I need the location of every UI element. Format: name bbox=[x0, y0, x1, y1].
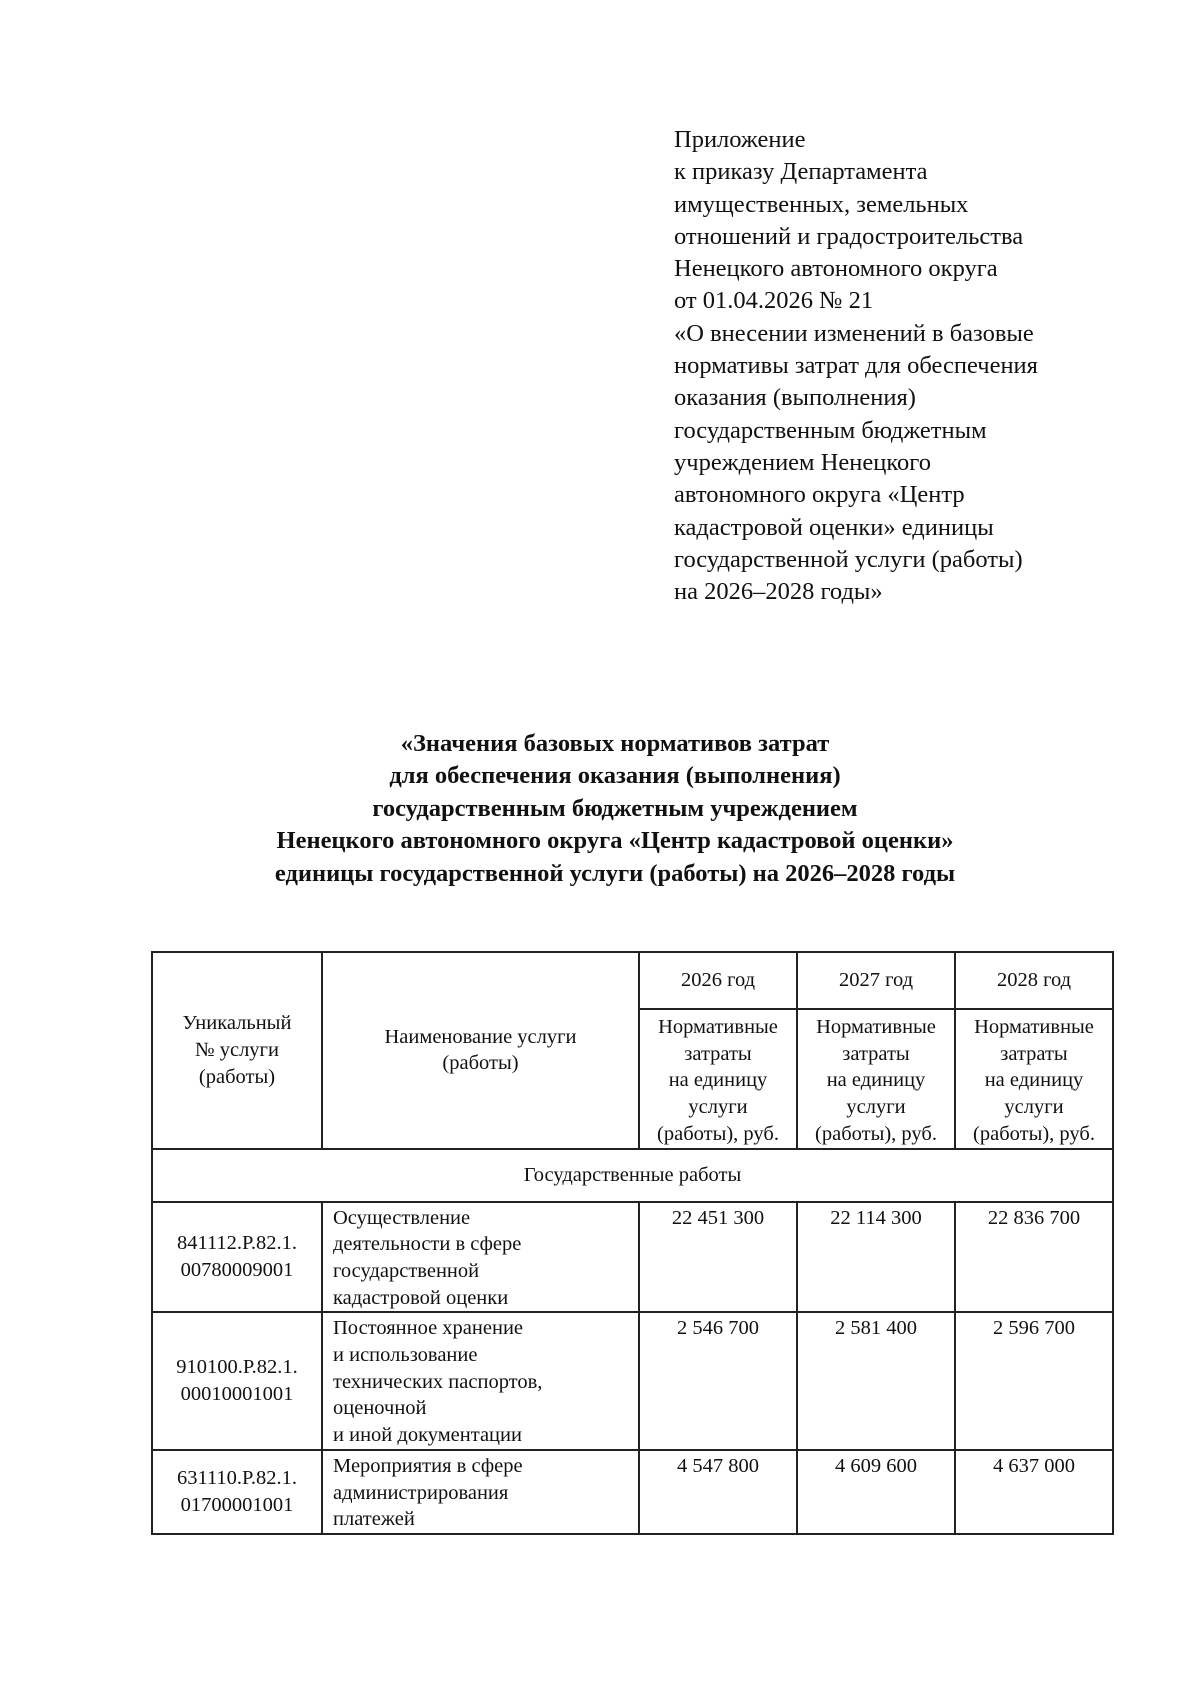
norm-line: Нормативные bbox=[816, 1016, 936, 1038]
code-line: 910100.Р.82.1. bbox=[176, 1356, 298, 1379]
appendix-line: автономного округа «Центр bbox=[674, 481, 965, 509]
norm-line: на единицу bbox=[984, 1069, 1084, 1092]
service-name-cell bbox=[322, 1312, 639, 1450]
name-line: кадастровой оценки bbox=[333, 1286, 509, 1309]
appendix-line: кадастровой оценки» единицы bbox=[674, 513, 994, 541]
header-norm-cell bbox=[797, 1009, 955, 1149]
table-row bbox=[152, 1450, 1113, 1534]
title-line: «Значения базовых нормативов затрат bbox=[400, 730, 830, 757]
name-line: Осуществление bbox=[333, 1206, 471, 1229]
name-line: государственной bbox=[333, 1259, 480, 1282]
appendix-line: к приказу Департамента bbox=[674, 158, 928, 186]
norm-line: на единицу bbox=[826, 1069, 926, 1092]
value-2027-cell: 2 581 400 bbox=[797, 1312, 955, 1450]
norms-table bbox=[151, 951, 1114, 1535]
code-line: 841112.Р.82.1. bbox=[176, 1232, 298, 1255]
appendix-line: имущественных, земельных bbox=[674, 190, 969, 218]
header-name-line: (работы) bbox=[442, 1052, 519, 1075]
norm-line: услуги bbox=[846, 1096, 906, 1119]
title-line: единицы государственной услуги (работы) на 2026–2028 годы bbox=[274, 859, 956, 887]
norm-line: услуги bbox=[1004, 1096, 1064, 1119]
norm-line: (работы), руб. bbox=[657, 1122, 779, 1145]
document-title bbox=[0, 728, 1200, 890]
value-2026-cell: 22 451 300 bbox=[639, 1202, 797, 1313]
code-line: 01700001001 bbox=[180, 1493, 294, 1516]
norm-line: (работы), руб. bbox=[973, 1122, 1095, 1145]
service-name-cell bbox=[322, 1450, 639, 1534]
value-2026-cell: 4 547 800 bbox=[639, 1450, 797, 1534]
name-line: и использование bbox=[333, 1344, 478, 1367]
appendix-line: нормативы затрат для обеспечения bbox=[674, 352, 1038, 380]
name-line: деятельности в сфере bbox=[333, 1233, 522, 1256]
appendix-line: «О внесении изменений в базовые bbox=[674, 319, 1034, 347]
norm-line: затраты bbox=[684, 1042, 752, 1065]
title-line: для обеспечения оказания (выполнения) bbox=[389, 762, 841, 790]
header-name-line: Наименование услуги bbox=[384, 1025, 577, 1048]
appendix-line: от 01.04.2026 № 21 bbox=[674, 287, 874, 315]
norm-line: услуги bbox=[688, 1096, 748, 1119]
value-2028-cell: 4 637 000 bbox=[955, 1450, 1113, 1534]
title-line: государственным бюджетным учреждением bbox=[372, 794, 858, 822]
appendix-line: на 2026–2028 годы» bbox=[674, 578, 883, 606]
value-2028-cell: 2 596 700 bbox=[955, 1312, 1113, 1450]
value-2028-cell: 22 836 700 bbox=[955, 1202, 1113, 1313]
appendix-line: государственной услуги (работы) bbox=[674, 545, 1023, 573]
code-line: 631110.Р.82.1. bbox=[176, 1467, 298, 1490]
value-2027-cell: 4 609 600 bbox=[797, 1450, 955, 1534]
header-norm-cell bbox=[955, 1009, 1113, 1149]
service-code-cell bbox=[152, 1202, 322, 1313]
table-row bbox=[152, 1202, 1113, 1313]
norm-line: (работы), руб. bbox=[815, 1122, 937, 1145]
header-code-line: (работы) bbox=[198, 1065, 276, 1088]
name-line: и иной документации bbox=[333, 1424, 522, 1447]
title-line: Ненецкого автономного округа «Центр кадастровой оценки» bbox=[276, 827, 954, 855]
header-norm-cell bbox=[639, 1009, 797, 1149]
header-code-line: № услуги bbox=[195, 1038, 279, 1061]
appendix-block bbox=[674, 124, 1144, 608]
appendix-line: отношений и градостроительства bbox=[674, 222, 1024, 250]
norm-line: затраты bbox=[1000, 1042, 1068, 1065]
header-code-line: Уникальный bbox=[182, 1012, 292, 1035]
name-line: Постоянное хранение bbox=[333, 1317, 524, 1340]
header-name-cell bbox=[322, 952, 639, 1149]
table-row bbox=[152, 1312, 1113, 1450]
value-2027-cell: 22 114 300 bbox=[797, 1202, 955, 1313]
name-line: Мероприятия в сфере bbox=[333, 1454, 523, 1477]
appendix-line: оказания (выполнения) bbox=[674, 384, 916, 412]
appendix-line: учреждением Ненецкого bbox=[674, 448, 931, 476]
appendix-line: Приложение bbox=[674, 126, 806, 153]
value-2026-cell: 2 546 700 bbox=[639, 1312, 797, 1450]
name-line: администрирования bbox=[333, 1481, 509, 1504]
name-line: оценочной bbox=[333, 1397, 427, 1420]
header-year-2027: 2027 год bbox=[797, 952, 955, 1009]
appendix-line: государственным бюджетным bbox=[674, 416, 987, 444]
name-line: технических паспортов, bbox=[333, 1370, 543, 1393]
service-code-cell bbox=[152, 1450, 322, 1534]
norm-line: на единицу bbox=[668, 1069, 768, 1092]
section-row: Государственные работы bbox=[152, 1149, 1113, 1202]
service-name-cell bbox=[322, 1202, 639, 1313]
norm-line: Нормативные bbox=[658, 1016, 778, 1038]
appendix-line: Ненецкого автономного округа bbox=[674, 255, 998, 283]
name-line: платежей bbox=[333, 1508, 415, 1531]
norm-line: затраты bbox=[842, 1042, 910, 1065]
norm-line: Нормативные bbox=[974, 1016, 1094, 1038]
service-code-cell bbox=[152, 1312, 322, 1450]
header-year-2026: 2026 год bbox=[639, 952, 797, 1009]
header-code-cell bbox=[152, 952, 322, 1149]
code-line: 00010001001 bbox=[180, 1383, 294, 1406]
header-year-2028: 2028 год bbox=[955, 952, 1113, 1009]
code-line: 00780009001 bbox=[180, 1258, 294, 1281]
